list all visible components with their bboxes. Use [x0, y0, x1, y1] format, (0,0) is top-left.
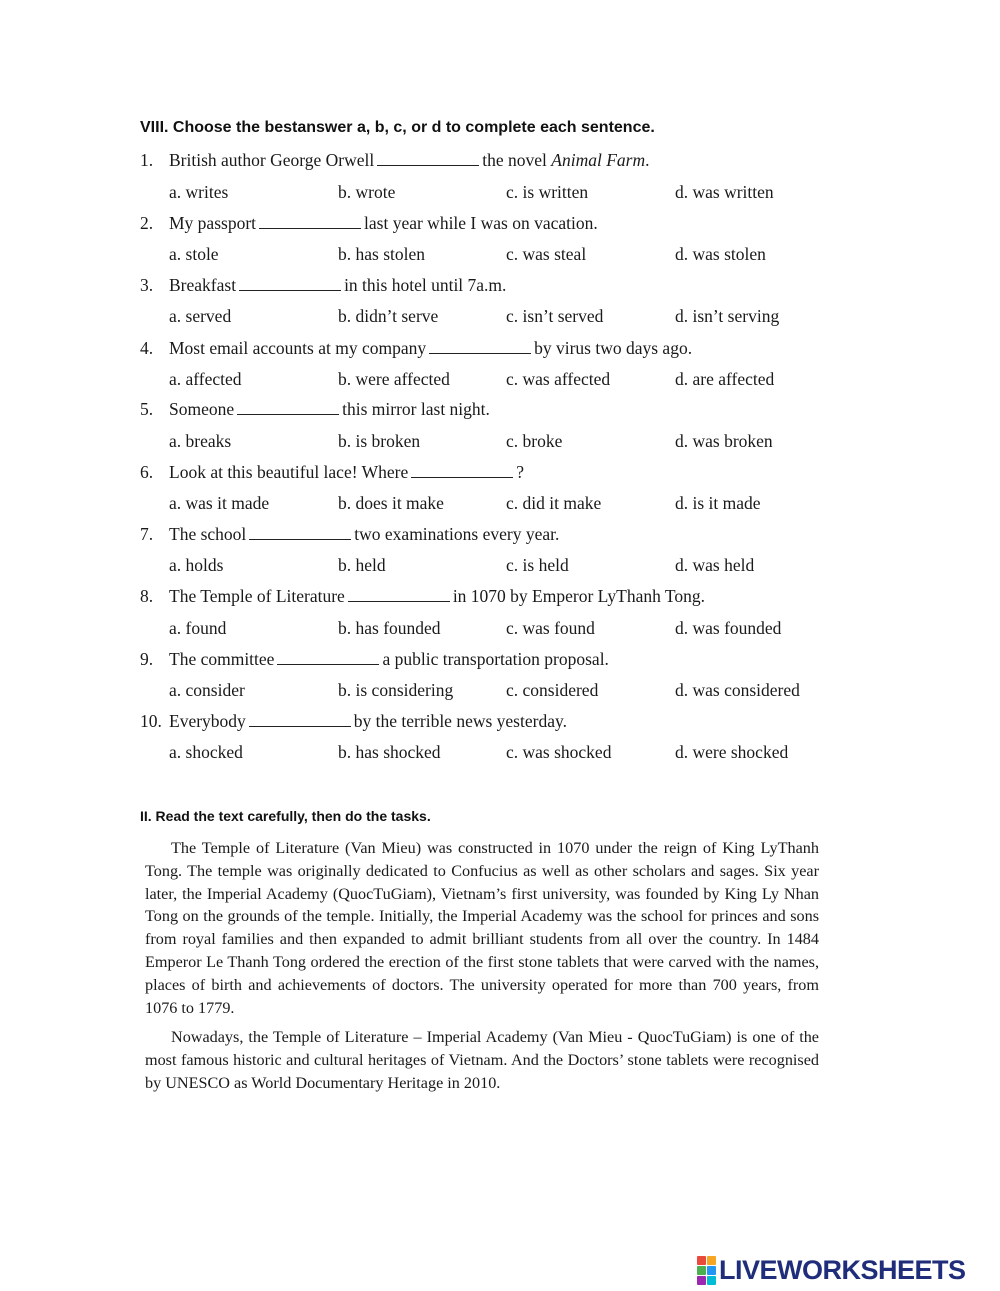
option-b[interactable]: b. is considering: [338, 680, 454, 700]
option-b[interactable]: b. has shocked: [338, 742, 441, 762]
reading-paragraph-2: Nowadays, the Temple of Literature – Imperial Academy (Van Mieu - QuocTuGiam) is one of the most famous historic and cultural heritages of Vietnam. And the Doctors’ stone tablets were recognised by UNESCO as World Documentary Heritage in 2010.: [145, 1028, 819, 1092]
reading-paragraph-1: The Temple of Literature (Van Mieu) was constructed in 1070 under the reign of King LyThanh Tong. The temple was originally dedicated to Confucius as well as other scholars and sages. Six year later, the Imperial Academy (QuocTuGiam), Vietnam’s first university, was founded by King Ly Nhan Tong on the grounds of the temple. Initially, the Imperial Academy was the school for princes and sons from royal families and then expanded to admit brilliant students from all over the country. In 1484 Emperor Le Thanh Tong ordered the erection of the first stone tablets that were carved with the names, places of birth and achievements of doctors. The university operated for more than 700 years, from 1076 to 1779.: [145, 839, 819, 1017]
option-c[interactable]: c. is written: [506, 182, 589, 202]
option-d[interactable]: d. are affected: [675, 369, 775, 389]
question-9: [140, 649, 609, 670]
question-text-before: The committee: [169, 649, 275, 669]
option-d[interactable]: d. were shocked: [675, 742, 789, 762]
options-row-10: [169, 742, 849, 764]
logo-square: [697, 1276, 706, 1285]
question-7: [140, 524, 559, 545]
option-d[interactable]: d. was stolen: [675, 244, 766, 264]
option-a[interactable]: a. writes: [169, 182, 229, 202]
answer-blank[interactable]: [277, 650, 379, 665]
question-text-after: in 1070 by Emperor LyThanh Tong.: [452, 586, 705, 606]
option-b[interactable]: b. has founded: [338, 618, 441, 638]
option-a[interactable]: a. consider: [169, 680, 245, 700]
question-text-before: Someone: [169, 399, 235, 419]
option-a[interactable]: a. shocked: [169, 742, 243, 762]
question-text-after: ?: [516, 462, 525, 482]
option-d[interactable]: d. was considered: [675, 680, 800, 700]
logo-square: [697, 1266, 706, 1275]
option-c[interactable]: c. considered: [506, 680, 599, 700]
question-text-before: Breakfast: [169, 275, 237, 295]
question-3: [140, 275, 506, 296]
question-5: [140, 399, 490, 420]
option-b[interactable]: b. is broken: [338, 431, 421, 451]
option-b[interactable]: b. has stolen: [338, 244, 426, 264]
logo-mark-icon: [697, 1256, 716, 1285]
question-text-after: this mirror last night.: [342, 399, 490, 419]
option-d[interactable]: d. isn’t serving: [675, 306, 780, 326]
option-c[interactable]: c. is held: [506, 555, 569, 575]
question-number: 3.: [140, 275, 154, 295]
options-row-7: [169, 555, 849, 577]
question-text-after: a public transportation proposal.: [382, 649, 609, 669]
option-b[interactable]: b. were affected: [338, 369, 450, 389]
option-c[interactable]: c. did it make: [506, 493, 602, 513]
options-row-6: [169, 493, 849, 515]
question-text-before: My passport: [169, 213, 257, 233]
question-number: 7.: [140, 524, 154, 544]
question-number: 4.: [140, 338, 154, 358]
option-d[interactable]: d. was broken: [675, 431, 773, 451]
question-text-before: The school: [169, 524, 247, 544]
answer-blank[interactable]: [348, 587, 450, 602]
question-text-after: last year while I was on vacation.: [364, 213, 598, 233]
liveworksheets-logo: [697, 1255, 966, 1285]
options-row-3: [169, 306, 849, 328]
section-title-ii: II. Read the text carefully, then do the tasks.: [140, 808, 431, 824]
option-b[interactable]: b. wrote: [338, 182, 396, 202]
question-8: [140, 586, 705, 607]
options-row-1: [169, 182, 849, 204]
option-d[interactable]: d. was held: [675, 555, 755, 575]
option-d[interactable]: d. was founded: [675, 618, 782, 638]
logo-square: [697, 1256, 706, 1265]
options-row-8: [169, 618, 849, 640]
question-number: 2.: [140, 213, 154, 233]
option-c[interactable]: c. was found: [506, 618, 595, 638]
answer-blank[interactable]: [239, 276, 341, 291]
option-a[interactable]: a. holds: [169, 555, 224, 575]
question-text-before: The Temple of Literature: [169, 586, 345, 606]
option-c[interactable]: c. was affected: [506, 369, 611, 389]
question-text-after: by virus two days ago.: [534, 338, 693, 358]
option-a[interactable]: a. stole: [169, 244, 219, 264]
answer-blank[interactable]: [259, 214, 361, 229]
question-number: 8.: [140, 586, 154, 606]
book-title: Animal Farm: [551, 150, 646, 170]
question-text-after: by the terrible news yesterday.: [353, 711, 567, 731]
question-text-end: .: [645, 150, 650, 170]
question-number: 6.: [140, 462, 154, 482]
question-number: 9.: [140, 649, 154, 669]
question-text-before: Look at this beautiful lace! Where: [169, 462, 409, 482]
section-title-viii: VIII. Choose the bestanswer a, b, c, or d to complete each sentence.: [140, 119, 655, 136]
option-b[interactable]: b. does it make: [338, 493, 444, 513]
option-c[interactable]: c. was steal: [506, 244, 587, 264]
option-a[interactable]: a. found: [169, 618, 227, 638]
option-b[interactable]: b. didn’t serve: [338, 306, 439, 326]
question-6: [140, 462, 524, 483]
question-number: 1.: [140, 150, 154, 170]
options-row-2: [169, 244, 849, 266]
question-4: [140, 338, 692, 359]
answer-blank[interactable]: [377, 151, 479, 166]
options-row-9: [169, 680, 849, 702]
question-10: [140, 711, 567, 732]
answer-blank[interactable]: [429, 339, 531, 354]
option-d[interactable]: d. was written: [675, 182, 774, 202]
options-row-5: [169, 431, 849, 453]
option-a[interactable]: a. was it made: [169, 493, 270, 513]
option-c[interactable]: c. was shocked: [506, 742, 612, 762]
logo-square: [707, 1266, 716, 1275]
question-text-before: Most email accounts at my company: [169, 338, 427, 358]
options-row-4: [169, 369, 849, 391]
answer-blank[interactable]: [237, 400, 339, 415]
answer-blank[interactable]: [249, 712, 351, 727]
question-text-after: in this hotel until 7a.m.: [344, 275, 507, 295]
question-1: [140, 150, 649, 171]
logo-text: LIVEWORKSHEETS: [719, 1254, 966, 1285]
logo-square: [707, 1256, 716, 1265]
question-text-after: the novel: [482, 150, 552, 170]
option-a[interactable]: a. breaks: [169, 431, 232, 451]
question-number: 10.: [140, 711, 162, 731]
option-b[interactable]: b. held: [338, 555, 386, 575]
logo-square: [707, 1276, 716, 1285]
option-a[interactable]: a. affected: [169, 369, 242, 389]
question-text-before: Everybody: [169, 711, 246, 731]
question-number: 5.: [140, 399, 154, 419]
answer-blank[interactable]: [411, 463, 513, 478]
option-c[interactable]: c. broke: [506, 431, 563, 451]
answer-blank[interactable]: [249, 525, 351, 540]
question-2: [140, 213, 598, 234]
option-d[interactable]: d. is it made: [675, 493, 761, 513]
question-text-after: two examinations every year.: [354, 524, 560, 544]
question-text-before: British author George Orwell: [169, 150, 375, 170]
option-c[interactable]: c. isn’t served: [506, 306, 604, 326]
option-a[interactable]: a. served: [169, 306, 232, 326]
